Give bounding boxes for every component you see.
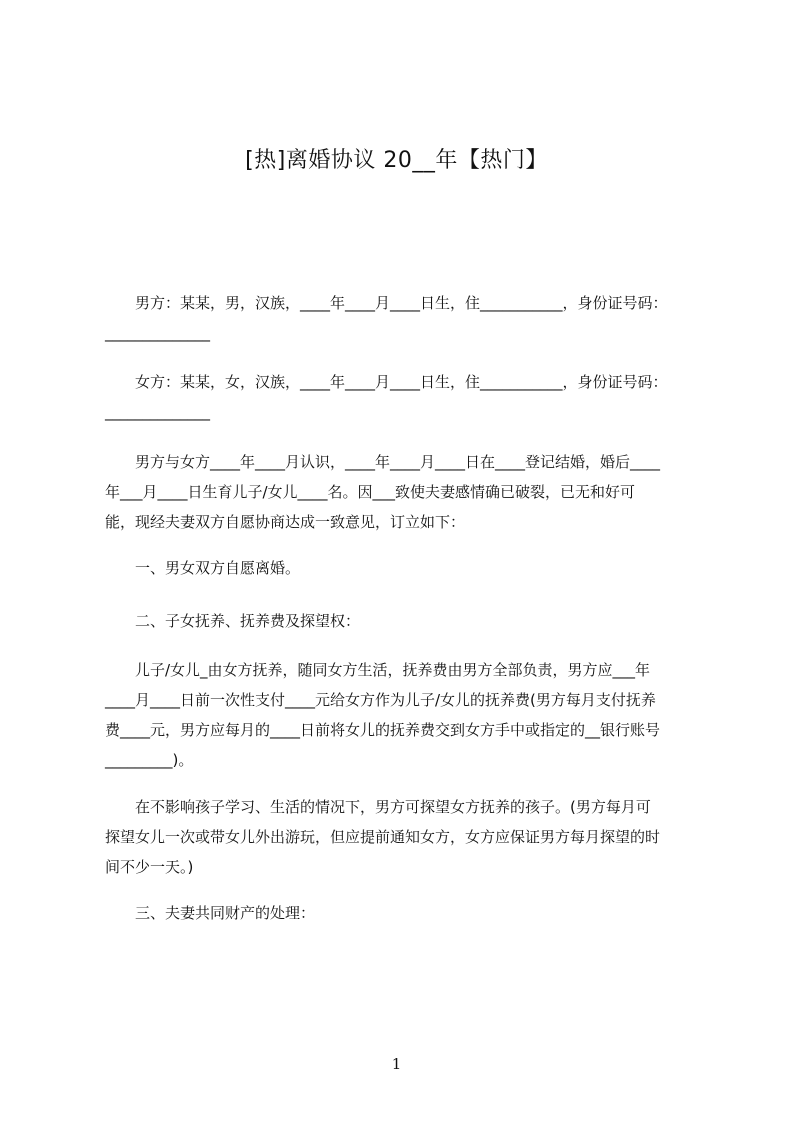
text-line: ______________	[105, 403, 210, 421]
page-number: 1	[391, 1055, 402, 1073]
text-line: ______________	[105, 324, 210, 342]
text-line: 探望女儿一次或带女儿外出游玩，但应提前通知女方，女方应保证男方每月探望的时	[105, 828, 661, 846]
text-line: 在不影响孩子学习、生活的情况下，男方可探望女方抚养的孩子。(男方每月可	[105, 798, 651, 816]
text-line: 女方：某某，女，汉族，____年____月____日生，住___________，身份证号码：	[105, 373, 668, 391]
text-line: _________)。	[105, 751, 194, 769]
text-line: 二、子女抚养、抚养费及探望权：	[105, 612, 361, 630]
text-line: 年___月____日生育儿子/女儿____名。因___致使夫妻感情确已破裂，已无和好可	[105, 483, 636, 501]
paragraph-male-party	[105, 288, 700, 348]
paragraph-introduction	[105, 447, 700, 537]
text-line: 费____元，男方应每月的____日前将女儿的抚养费交到女方手中或指定的__银行账号	[105, 721, 661, 739]
text-line: 男方：某某，男，汉族，____年____月____日生，住___________，身份证号码：	[105, 294, 668, 312]
clause-two-heading	[105, 606, 700, 636]
text-line: 一、男女双方自愿离婚。	[105, 559, 301, 577]
document-title: [热]离婚协议 20__年【热门】	[245, 148, 548, 173]
text-line: 间不少一天。)	[105, 858, 194, 876]
text-line: 男方与女方____年____月认识，____年____月____日在____登记结婚，婚后____	[105, 453, 661, 471]
clause-three-heading	[105, 898, 700, 928]
text-line: ____月____日前一次性支付____元给女方作为儿子/女儿的抚养费(男方每月支付抚养	[105, 691, 656, 709]
paragraph-custody	[105, 655, 700, 775]
text-line: 三、夫妻共同财产的处理：	[105, 904, 316, 922]
text-line: 能，现经夫妻双方自愿协商达成一致意见，订立如下：	[105, 513, 466, 531]
text-line: 儿子/女儿_由女方抚养，随同女方生活，抚养费由男方全部负责，男方应___年	[105, 661, 651, 679]
paragraph-visitation	[105, 792, 700, 882]
clause-one-heading	[105, 553, 700, 583]
paragraph-female-party	[105, 367, 700, 427]
